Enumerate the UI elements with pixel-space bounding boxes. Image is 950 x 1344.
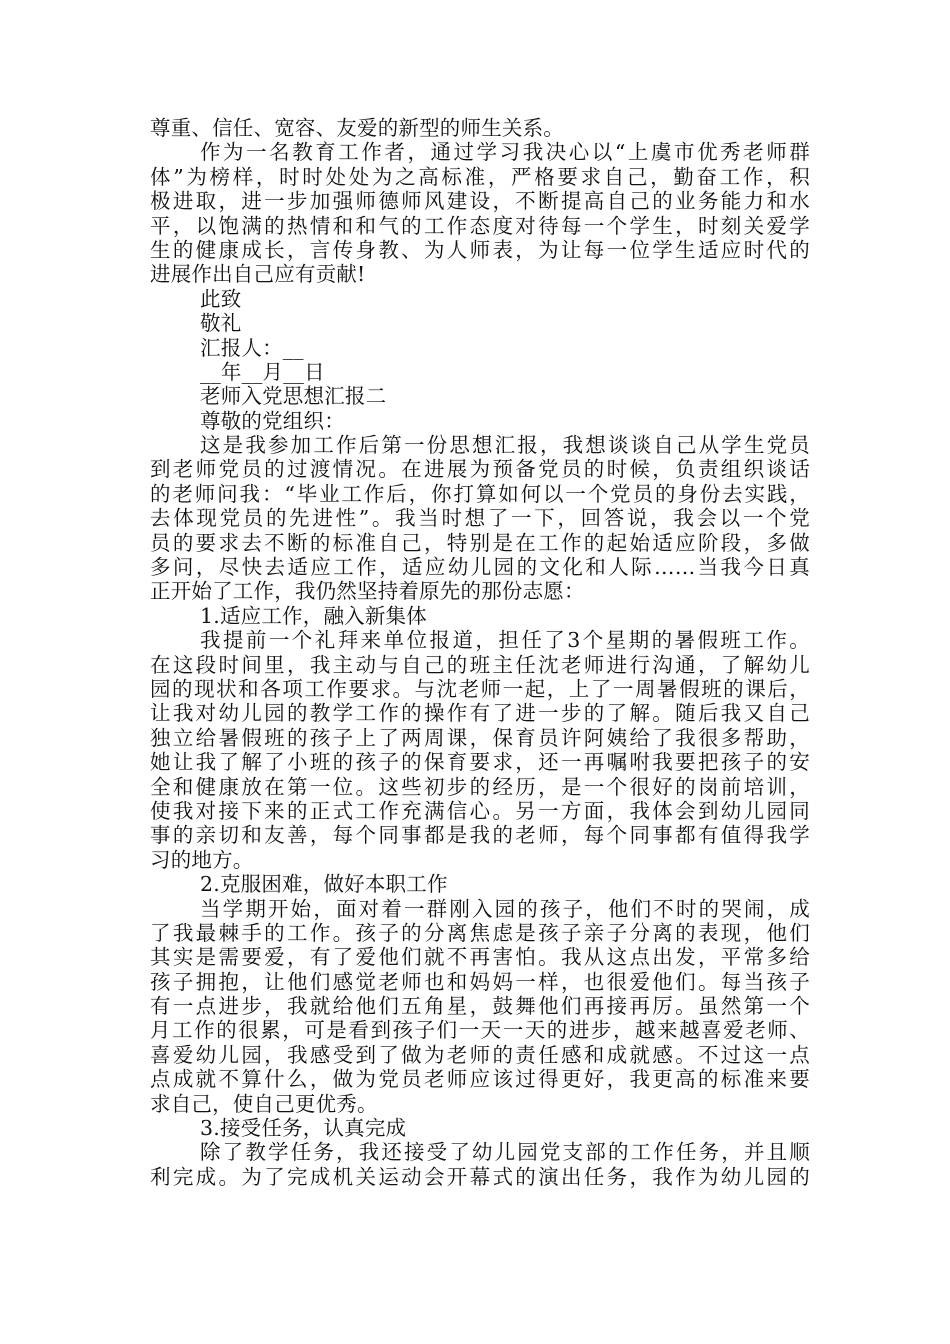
text-line: 使我对接下来的正式工作充满信心。另一方面，我体会到幼儿园同 — [150, 798, 810, 823]
text-line: 独立给暑假班的孩子上了两周课，保育员许阿姨给了我很多帮助， — [150, 725, 810, 750]
text-line: 园的现状和各项工作要求。与沈老师一起，上了一周暑假班的课后， — [150, 676, 810, 701]
text-line: 我提前一个礼拜来单位报道，担任了3个星期的暑假班工作。 — [200, 628, 810, 653]
text-line: 2.克服困难，做好本职工作 — [200, 872, 448, 897]
text-line: 生的健康成长，言传身教、为人师表，为让每一位学生适应时代的 — [150, 237, 810, 262]
text-line: 习的地方。 — [150, 847, 254, 872]
text-line: 的老师问我：“毕业工作后，你打算如何以一个党员的身份去实践， — [150, 481, 810, 506]
text-line: 去体现党员的先进性”。我当时想了一下，回答说，我会以一个党 — [150, 506, 810, 531]
text-line: 3.接受任务，认真完成 — [200, 1116, 407, 1141]
text-line: 平，以饱满的热情和和气的工作态度对待每一个学生，时刻关爱学 — [150, 213, 810, 238]
text-line: 进展作出自己应有贡献! — [150, 262, 366, 287]
text-line: __年__月__日 — [200, 359, 325, 384]
text-line: 喜爱幼儿园，我感受到了做为老师的责任感和成就感。不过这一点 — [150, 1042, 810, 1067]
text-line: 此致 — [200, 286, 242, 311]
text-line: 她让我了解了小班的孩子的保育要求，还一再嘱咐我要把孩子的安 — [150, 750, 810, 775]
text-line: 求自己，使自己更优秀。 — [150, 1091, 378, 1116]
text-line: 这是我参加工作后第一份思想汇报，我想谈谈自己从学生党员 — [200, 433, 810, 458]
text-line: 体”为榜样，时时处处为之高标准，严格要求自己，勤奋工作，积 — [150, 164, 810, 189]
text-line: 极进取，进一步加强师德师风建设，不断提高自己的业务能力和水 — [150, 189, 810, 214]
document-body — [150, 116, 810, 1189]
text-line: 全和健康放在第一位。这些初步的经历，是一个很好的岗前培训， — [150, 774, 810, 799]
text-line: 1.适应工作，融入新集体 — [200, 603, 427, 628]
text-line: 其实是需要爱，有了爱他们就不再害怕。我从这点出发，平常多给 — [150, 945, 810, 970]
text-line: 到老师党员的过渡情况。在进展为预备党员的时候，负责组织谈话 — [150, 457, 810, 482]
text-line: 利完成。为了完成机关运动会开幕式的演出任务，我作为幼儿园的 — [150, 1164, 810, 1189]
text-line: 当学期开始，面对着一群刚入园的孩子，他们不时的哭闹，成 — [200, 896, 810, 921]
text-line: 作为一名教育工作者，通过学习我决心以“上虞市优秀老师群 — [200, 140, 810, 165]
text-line: 点成就不算什么，做为党员老师应该过得更好，我更高的标准来要 — [150, 1067, 810, 1092]
text-line: 了我最棘手的工作。孩子的分离焦虑是孩子亲子分离的表现，他们 — [150, 920, 810, 945]
text-line: 老师入党思想汇报二 — [200, 384, 387, 409]
text-line: 汇报人：__ — [200, 335, 304, 360]
text-line: 在这段时间里，我主动与自己的班主任沈老师进行沟通，了解幼儿 — [150, 652, 810, 677]
text-line: 尊重、信任、宽容、友爱的新型的师生关系。 — [150, 116, 564, 140]
text-line: 月工作的很累，可是看到孩子们一天一天的进步，越来越喜爱老师、 — [150, 1018, 810, 1043]
text-line: 除了教学任务，我还接受了幼儿园党支部的工作任务，并且顺 — [200, 1140, 810, 1165]
text-line: 尊敬的党组织： — [200, 408, 345, 433]
text-line: 孩子拥抱，让他们感觉老师也和妈妈一样，也很爱他们。每当孩子 — [150, 969, 810, 994]
text-line: 正开始了工作，我仍然坚持着原先的那份志愿： — [150, 579, 585, 604]
text-line: 员的要求去不断的标准自己，特别是在工作的起始适应阶段，多做 — [150, 530, 810, 555]
text-line: 让我对幼儿园的教学工作的操作有了进一步的了解。随后我又自己 — [150, 701, 810, 726]
text-line: 敬礼 — [200, 311, 242, 336]
text-line: 事的亲切和友善，每个同事都是我的老师，每个同事都有值得我学 — [150, 823, 810, 848]
text-line: 有一点进步，我就给他们五角星，鼓舞他们再接再厉。虽然第一个 — [150, 994, 810, 1019]
text-line: 多问，尽快去适应工作，适应幼儿园的文化和人际……当我今日真 — [150, 555, 810, 580]
